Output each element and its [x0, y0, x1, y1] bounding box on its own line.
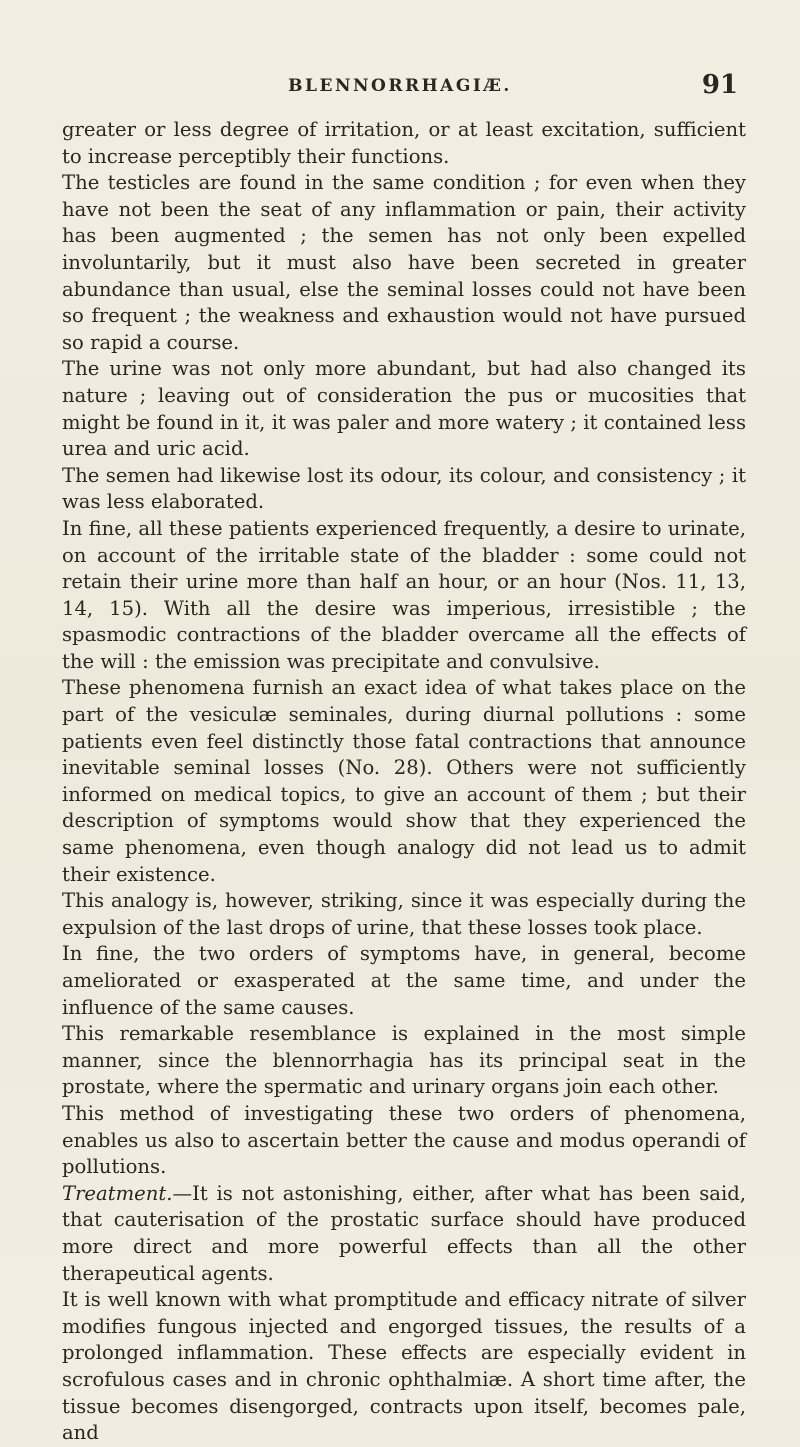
- treatment-paragraph: [62, 1181, 746, 1287]
- paragraph-6: These phenomena furnish an exact idea of what takes place on the part of the vesiculæ seminales, during diurnal pollutions : some patients even feel distinctly those fatal contractions that announce inevitable seminal losses (No. 28). Others were not sufficiently informed on medical topics, to give an account of them ; but their description of symptoms would show that they experienced the same phenomena, even though analogy did not lead us to admit their existence.: [62, 676, 746, 886]
- paragraph-4: The semen had likewise lost its odour, its colour, and consistency ; it was less elaborated.: [62, 463, 746, 514]
- treatment-heading: Treatment.: [62, 1181, 173, 1205]
- paragraph-9: This remarkable resemblance is explained in the most simple manner, since the blennorrhagia has its principal seat in the prostate, where the spermatic and urinary organs join each other.: [62, 1022, 746, 1099]
- final-paragraph: It is well known with what promptitude and efficacy nitrate of silver modifies fungous injected and engorged tissues, the results of a prolonged inflammation. These effects are especially evident in scrofulous cases and in chronic ophthalmiæ. A short time after, the tissue becomes disengorged, contracts upon itself, becomes pale, and: [62, 1288, 746, 1445]
- body-text: [62, 117, 746, 1447]
- paragraph-5: In fine, all these patients experienced frequently, a desire to urinate, on account of the irritable state of the bladder : some could not retain their urine more than half an hour, or an hour (Nos. 11, 13, 14, 15). With all the desire was imperious, irresistible ; the spasmodic contractions of the bladder overcame all the effects of the will : the emission was precipitate and convulsive.: [62, 516, 746, 673]
- paragraph-8: In fine, the two orders of symptoms have, in general, become ameliorated or exasperated at the same time, and under the influence of the same causes.: [62, 942, 746, 1019]
- paragraph-3: The urine was not only more abundant, but had also changed its nature ; leaving out of consideration the pus or mucosities that might be found in it, it was paler and more watery ; it contained less urea and uric acid.: [62, 357, 746, 461]
- running-title: BLENNORRHAGIÆ.: [288, 76, 512, 96]
- paragraph-10: This method of investigating these two orders of phenomena, enables us also to ascertain better the cause and modus operandi of pollutions.: [62, 1101, 746, 1179]
- paragraph-7: This analogy is, however, striking, since it was especially during the expulsion of the last drops of urine, that these losses took place.: [62, 889, 746, 939]
- paragraph-1: greater or less degree of irritation, or at least excitation, sufficient to increase perceptibly their functions.: [62, 118, 746, 168]
- treatment-text: —It is not astonishing, either, after what has been said, that cauterisation of the prostatic surface should have produced more direct and more powerful effects than all the other therapeutical agents.: [62, 1181, 746, 1285]
- running-head: [62, 70, 738, 106]
- paragraph-2: The testicles are found in the same condition ; for even when they have not been the seat of any inflammation or pain, their activity has been augmented ; the semen has not only been expelled involuntarily, but it must also have been secreted in greater abundance than usual, else the seminal losses could not have been so frequent ; the weakness and exhaustion would not have pursued so rapid a course.: [62, 171, 746, 354]
- page-number: 91: [701, 70, 738, 100]
